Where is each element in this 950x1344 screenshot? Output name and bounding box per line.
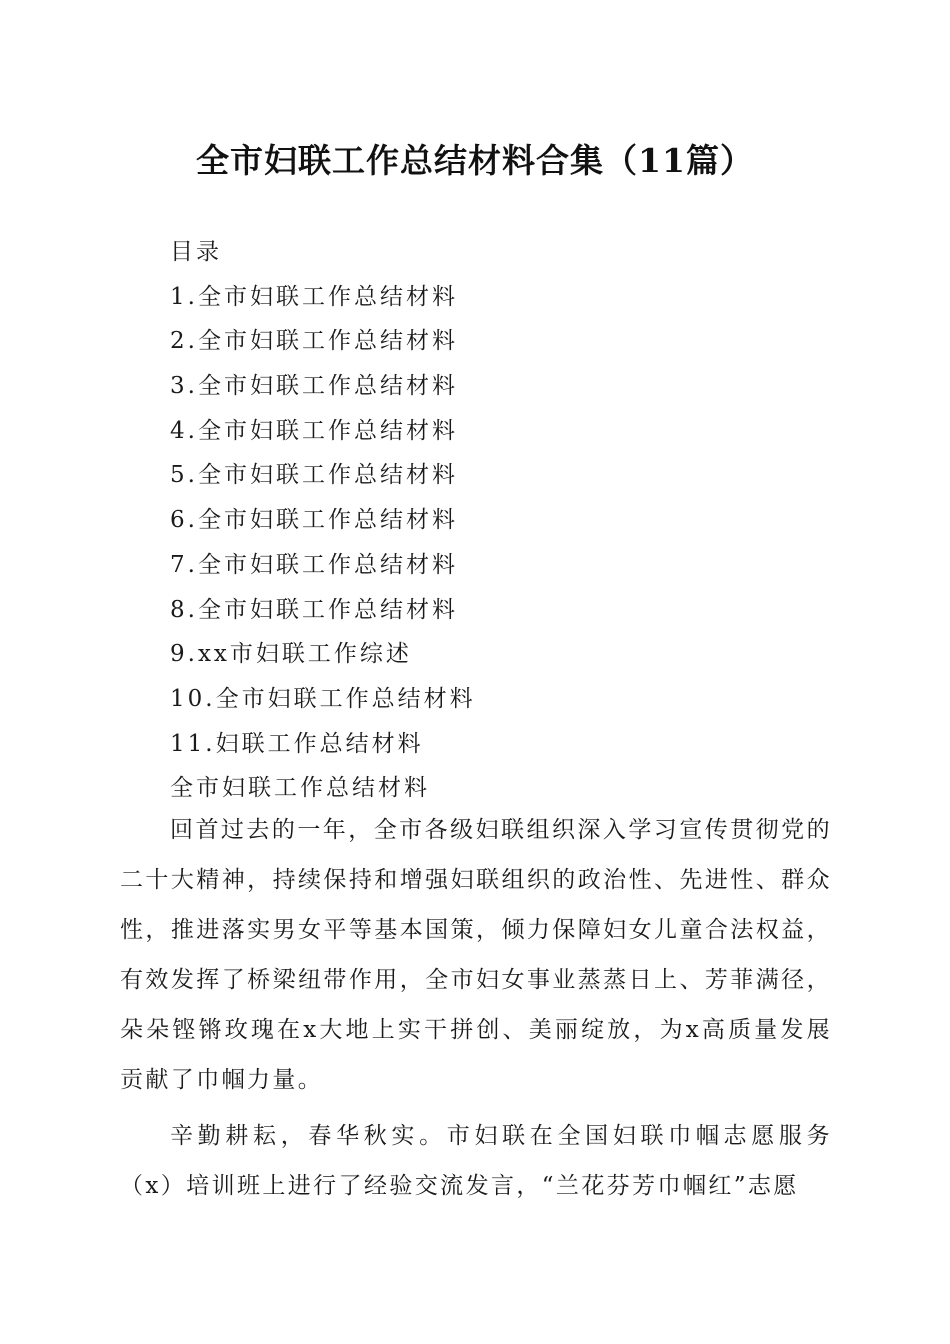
section-heading: 全市妇联工作总结材料	[170, 775, 430, 802]
toc-item: 6.全市妇联工作总结材料	[170, 507, 458, 534]
toc-item: 7.全市妇联工作总结材料	[170, 551, 458, 578]
document-title: 全市妇联工作总结材料合集（11篇）	[196, 141, 754, 180]
toc-item: 3.全市妇联工作总结材料	[170, 373, 458, 400]
paragraph: 回首过去的一年，全市各级妇联组织深入学习宣传贯彻党的二十大精神，持续保持和增强妇联组织的政治性、先进性、群众性，推进落实男女平等基本国策，倾力保障妇女儿童合法权益，有效发挥了桥梁纽带作用，全市妇女事业蒸蒸日上、芳菲满径，朵朵铿锵玫瑰在x大地上实干拼创、美丽绽放，为x高质量发展贡献了巾帼力量。	[120, 817, 832, 1093]
toc-heading: 目录	[170, 239, 222, 265]
toc-item: 10.全市妇联工作总结材料	[170, 685, 476, 712]
paragraph: 辛勤耕耘，春华秋实。市妇联在全国妇联巾帼志愿服务（x）培训班上进行了经验交流发言，“兰花芬芳巾帼红”志愿	[120, 1123, 832, 1199]
toc-item: 8.全市妇联工作总结材料	[170, 596, 458, 623]
toc-item: 9.xx市妇联工作综述	[170, 641, 412, 668]
toc-item: 1.全市妇联工作总结材料	[170, 283, 458, 310]
body-text	[120, 805, 832, 1217]
toc-item: 4.全市妇联工作总结材料	[170, 417, 458, 444]
toc-item: 5.全市妇联工作总结材料	[170, 462, 458, 489]
table-of-contents	[170, 230, 830, 811]
toc-item: 2.全市妇联工作总结材料	[170, 328, 458, 355]
toc-item: 11.妇联工作总结材料	[170, 730, 424, 757]
